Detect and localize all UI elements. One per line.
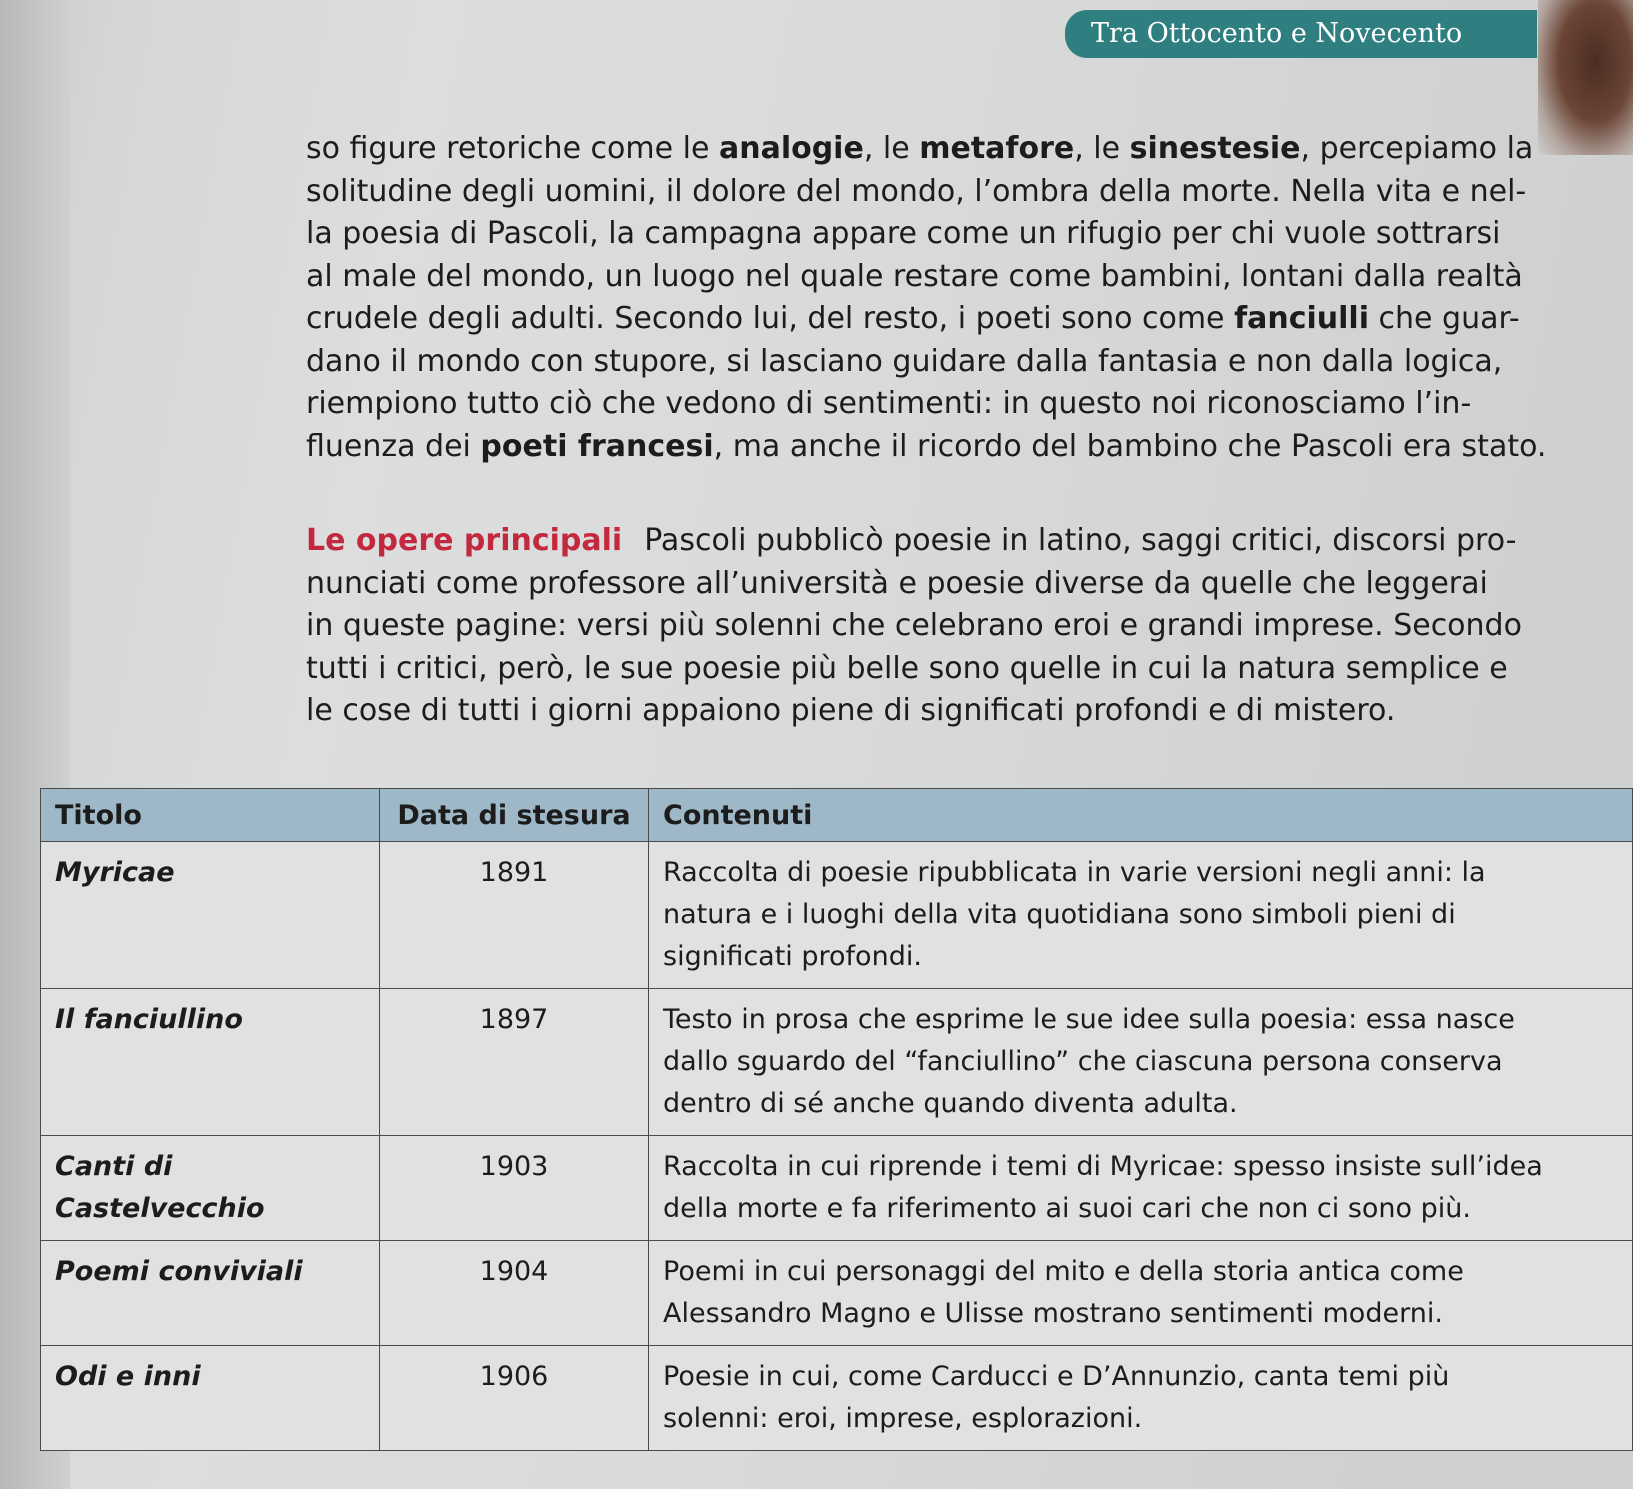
table-row: [41, 1346, 1633, 1451]
paragraph-opere: [306, 520, 1606, 733]
work-content: Poesie in cui, come Carducci e D’Annunzio, canta temi più solenni: eroi, imprese, esplorazioni.: [649, 1346, 1633, 1451]
work-date: 1906: [380, 1346, 649, 1451]
work-title: Poemi conviviali: [41, 1241, 380, 1346]
text-line: tutti i critici, però, le sue poesie più belle sono quelle in cui la natura semplice e: [306, 650, 1508, 686]
work-date: 1903: [380, 1136, 649, 1241]
header-titolo: Titolo: [41, 789, 380, 842]
text-line: in queste pagine: versi più solenni che celebrano eroi e grandi imprese. Secondo: [306, 608, 1522, 643]
work-date: 1904: [380, 1241, 649, 1346]
table-row: [41, 1241, 1633, 1346]
table-row: [41, 989, 1633, 1136]
text-line: solitudine degli uomini, il dolore del mondo, l’ombra della morte. Nella vita e nel-: [306, 173, 1527, 209]
work-date: 1891: [380, 842, 649, 989]
text-line: Le opere principali Pascoli pubblicò poesie in latino, saggi critici, discorsi pro-: [306, 523, 1517, 558]
text-line: le cose di tutti i giorni appaiono piene di significati profondi e di mistero.: [306, 693, 1396, 728]
table-header-row: [41, 789, 1633, 842]
section-title: Le opere principali: [306, 523, 623, 558]
header-data: Data di stesura: [380, 789, 649, 842]
work-title: Canti di Castelvecchio: [41, 1136, 380, 1241]
text-line: fluenza dei poeti francesi, ma anche il ricordo del bambino che Pascoli era stato.: [306, 428, 1547, 464]
text-line: la poesia di Pascoli, la campagna appare come un rifugio per chi vuole sottrarsi: [306, 216, 1501, 251]
keyword-metafore: metafore: [919, 131, 1075, 166]
header-contenuti: Contenuti: [649, 789, 1633, 842]
text-line: dano il mondo con stupore, si lasciano guidare dalla fantasia e non dalla logica,: [306, 343, 1503, 379]
text-line: crudele degli adulti. Secondo lui, del resto, i poeti sono come fanciulli che guar-: [306, 301, 1520, 336]
works-table: [40, 788, 1633, 1451]
text-line: so figure retoriche come le analogie, le metafore, le sinestesie, percepiamo la: [306, 131, 1534, 166]
work-date: 1897: [380, 989, 649, 1136]
keyword-sinestesie: sinestesie: [1129, 131, 1301, 166]
work-content: Testo in prosa che esprime le sue idee sulla poesia: essa nasce dallo sguardo del “fanciullino” che ciascuna persona conserva dentro di sé anche quando diventa adulta.: [649, 989, 1633, 1136]
table-row: [41, 1136, 1633, 1241]
text-line: nunciati come professore all’università e poesie diverse da quelle che leggerai: [306, 565, 1488, 601]
work-title: Il fanciullino: [41, 989, 380, 1136]
work-content: Raccolta di poesie ripubblicata in varie versioni negli anni: la natura e i luoghi della vita quotidiana sono simboli pieni di significati profondi.: [649, 842, 1633, 989]
text-line: al male del mondo, un luogo nel quale restare come bambini, lontani dalla realtà: [306, 258, 1523, 294]
keyword-poeti-francesi: poeti francesi: [480, 428, 714, 464]
work-content: Poemi in cui personaggi del mito e della storia antica come Alessandro Magno e Ulisse mostrano sentimenti moderni.: [649, 1241, 1633, 1346]
work-title: Myricae: [41, 842, 380, 989]
text-line: riempiono tutto ciò che vedono di sentimenti: in questo noi riconosciamo l’in-: [306, 386, 1472, 421]
keyword-analogie: analogie: [718, 131, 864, 166]
paragraph-intro: [306, 128, 1606, 468]
work-content: Raccolta in cui riprende i temi di Myricae: spesso insiste sull’idea della morte e fa riferimento ai suoi cari che non ci sono più.: [649, 1136, 1633, 1241]
chapter-banner: Tra Ottocento e Novecento: [1065, 10, 1537, 58]
table-row: [41, 842, 1633, 989]
work-title: Odi e inni: [41, 1346, 380, 1451]
keyword-fanciulli: fanciulli: [1234, 301, 1369, 336]
